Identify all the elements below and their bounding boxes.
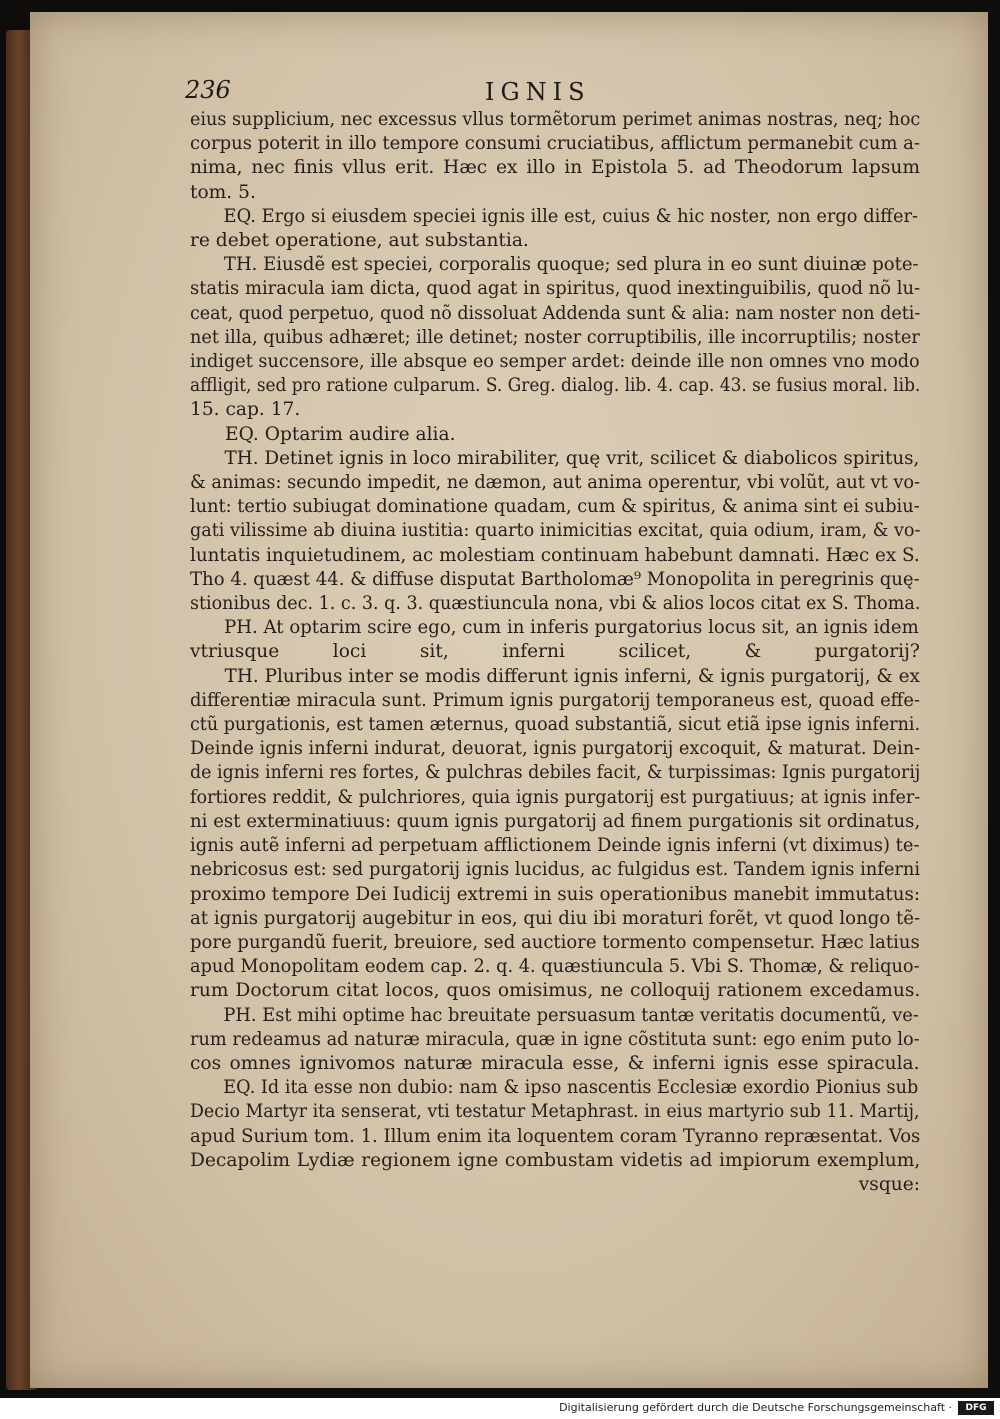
text-line: Decapolim Lydiæ regionem igne combustam videtis ad impiorum exemplum, [190,1149,921,1171]
text-line: & animas: secundo impedit, ne dæmon, aut anima operentur, vbi volũt, aut vt vo- [190,472,920,494]
text-line: proximo tempore Dei Iudicij extremi in suis operationibus manebit immutatus: [190,883,921,905]
text-line: PH. Est mihi optime hac breuitate persuasum tantæ veritatis documentũ, ve- [223,1004,919,1026]
text-line: statis miracula iam dicta, quod agat in spiritus, quod inextinguibilis, quod nõ lu- [190,278,921,300]
text-line: tom. 5. [190,181,256,203]
text-line: vtriusque loci sit, inferni scilicet, & purgatorij? [190,641,920,663]
text-line: EQ. Id ita esse non dubio: nam & ipso nascentis Ecclesiæ exordio Pionius sub [223,1077,919,1099]
text-line: affligit, sed pro ratione culparum. S. Greg. dialog. lib. 4. cap. 43. se fusius moral. lib. [190,375,921,397]
text-line: 15. cap. 17. [190,399,301,421]
text-line: at ignis purgatorij augebitur in eos, qui diu ibi moraturi forẽt, vt quod longo tẽ- [190,907,921,929]
text-line: TH. Eiusdẽ est speciei, corporalis quoque; sed plura in eo sunt diuinæ pote- [223,254,919,276]
text-line: cos omnes ignivomos naturæ miracula esse, & inferni ignis esse spiracula. [190,1052,920,1074]
text-line: fortiores reddit, & pulchriores, quia ignis purgatorij est purgatiuus; at ignis infer- [190,786,921,808]
text-line: Decio Martyr ita senserat, vti testatur Metaphrast. in eius martyrio sub 11. Martij, [190,1101,920,1123]
text-line: de ignis inferni res fortes, & pulchras debiles facit, & turpissimas: Ignis purgatorij [190,762,921,784]
text-line: re debet operatione, aut substantia. [190,230,529,252]
text-line: ignis autẽ inferni ad perpetuam afflictionem Deinde ignis inferni (vt diximus) te- [190,835,920,857]
text-line: net illa, quibus adhæret; ille detinet; noster corruptibilis, ille incorruptilis; noster [190,326,920,348]
text-line: Tho 4. quæst 44. & diffuse disputat Bartholomæ⁹ Monopolita in peregrinis quę- [190,568,920,590]
text-line: eius supplicium, nec excessus vllus tormẽtorum perimet animas nostras, neq; hoc [190,109,921,130]
text-line: EQ. Optarim audire alia. [225,423,456,445]
text-line: ni est exterminatiuus: quum ignis purgatorij ad finem purgationis sit ordinatus, [190,810,921,832]
funding-notice: Digitalisierung gefördert durch die Deutsche Forschungsgemeinschaft · [559,1401,952,1414]
text-line: rum redeamus ad naturæ miracula, quæ in igne cõstituta sunt: ego enim puto lo- [190,1028,920,1050]
text-line: TH. Pluribus inter se modis differunt ignis inferni, & ignis purgatorij, & ex [224,665,920,687]
text-line: differentiæ miracula sunt. Primum ignis purgatorij temporaneus est, quoad effe- [190,689,920,711]
catchword: vsque: [858,1173,920,1195]
body-text [190,108,920,1197]
text-line: pore purgandũ fuerit, breuiore, sed auctiore tormento compensetur. Hæc latius [190,931,920,953]
text-line: lunt: tertio subiugat dominatione quadam, cum & spiritus, & anima sint ei subiu- [190,496,920,518]
text-line: apud Monopolitam eodem cap. 2. q. 4. quæstiuncula 5. Vbi S. Thomæ, & reliquo- [190,956,920,978]
text-line: nebricosus est: sed purgatorij ignis lucidus, ac fulgidus est. Tandem ignis inferni [190,859,921,881]
text-line: nima, nec finis vllus erit. Hæc ex illo in Epistola 5. ad Theodorum lapsum [190,157,920,179]
text-line: gati vilissime ab diuina iustitia: quarto inimicitias excitat, quia odium, iram, & vo- [190,520,921,542]
text-line: ceat, quod perpetuo, quod nõ dissoluat Addenda sunt & alia: nam noster non deti- [190,302,921,324]
text-line: PH. At optarim scire ego, cum in inferis purgatorius locus sit, an ignis idem [224,617,919,639]
page-number: 236 [185,76,231,104]
text-line: ctũ purgationis, est tamen æternus, quoad substantiã, sicut etiã ipse ignis inferni. [190,714,921,736]
text-line: TH. Detinet ignis in loco mirabiliter, quę vrit, scilicet & diabolicos spiritus, [224,447,920,469]
text-line: apud Surium tom. 1. Illum enim ita loquentem coram Tyranno repræsentat. Vos [190,1125,921,1147]
footer-bar [0,1398,1000,1419]
running-title: IGNIS [485,78,591,106]
text-line: EQ. Ergo si eiusdem speciei ignis ille est, cuius & hic noster, non ergo differ- [223,205,919,227]
text-line: stionibus dec. 1. c. 3. q. 3. quæstiuncula nona, vbi & alios locos citat ex S. Thoma. [190,593,921,615]
text-line: luntatis inquietudinem, ac molestiam continuam habebunt damnati. Hæc ex S. [190,544,920,566]
text-line: indiget succensore, ille absque eo semper ardet: deinde ille non omnes vno modo [190,351,920,373]
dfg-logo: DFG [958,1401,994,1415]
text-line: corpus poterit in illo tempore consumi cruciatibus, afflictum permanebit cum a- [190,133,920,155]
text-line: Deinde ignis inferni indurat, deuorat, ignis purgatorij excoquit, & maturat. Dein- [190,738,921,760]
page-header [185,76,925,110]
text-line: rum Doctorum citat locos, quos omisimus, ne colloquij rationem excedamus. [190,980,921,1002]
